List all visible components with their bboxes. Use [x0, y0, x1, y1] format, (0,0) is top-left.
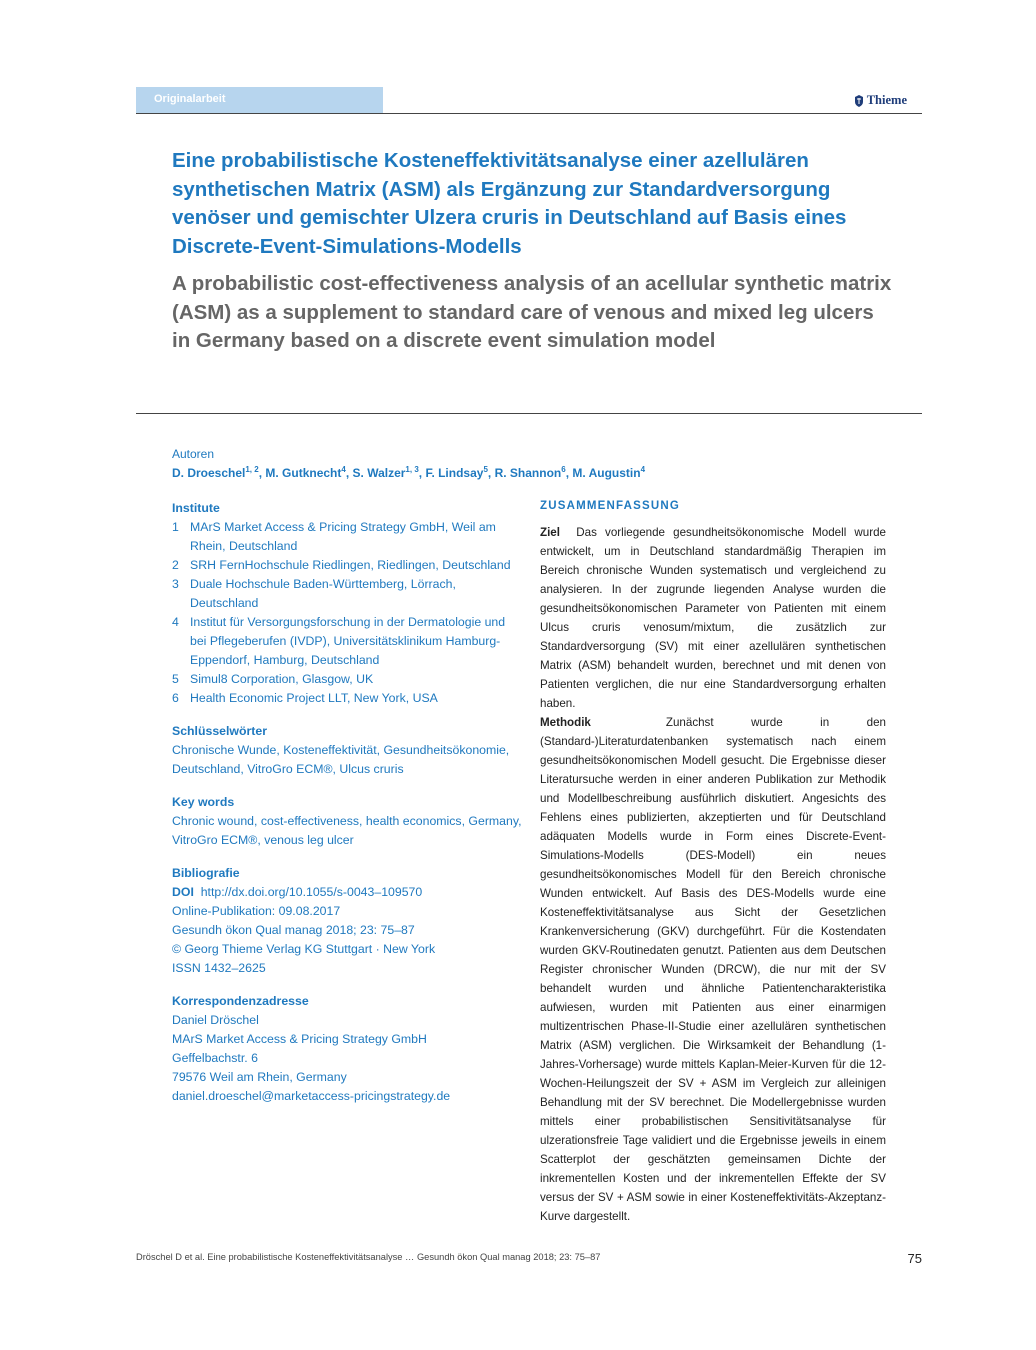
correspondence-name: Daniel Dröschel: [172, 1013, 259, 1027]
abstract-body: [540, 523, 886, 1226]
author: [172, 466, 259, 480]
author-affiliation: 1, 2: [245, 465, 259, 474]
institute-item: [172, 670, 522, 689]
title-german: Eine probabilistische Kosteneffektivitätsanalyse einer azellulären synthetischen Matrix (ASM) als Ergänzung zur Standardversorgung venöser und gemischter Ulzera cruris in Deutschland auf Basis eines Discrete-Event-Simulations-Modells: [172, 149, 847, 258]
thieme-emblem-icon: [854, 95, 864, 107]
author-name: M. Augustin: [572, 466, 641, 480]
author: [425, 466, 487, 480]
keywords-de-section: [172, 722, 522, 779]
institute-text: SRH FernHochschule Riedlingen, Riedlingen, Deutschland: [190, 558, 511, 572]
aim-text: Das vorliegende gesundheitsökonomische Modell wurde entwickelt, um in Deutschland standardmäßig Therapien im Bereich chronische Wunden systematisch und vergleichend zu analysieren. In der zugrunde liegenden Analyse wurden die gesundheitsökonomischen Parameter von Patienten mit einem Ulcus cruris venosum/mixtum, die zusätzlich zur Standardversorgung (SV) mit einer azellulären synthetischen Matrix (ASM) behandelt wurden, berechnet und mit denen von Patienten verglichen, die nur eine Standardversorgung erhalten haben.: [540, 526, 886, 710]
keywords-de-text: Chronische Wunde, Kosteneffektivität, Gesundheitsökonomie, Deutschland, VitroGro ECM®, Ulcus cruris: [172, 743, 510, 776]
institute-number: 4: [172, 615, 179, 629]
institute-text: Duale Hochschule Baden-Württemberg, Lörrach, Deutschland: [190, 577, 456, 610]
institute-item: [172, 575, 522, 613]
article-info-column: [172, 499, 522, 1120]
section-tag-label: Originalarbeit: [154, 93, 226, 105]
institute-text: Health Economic Project LLT, New York, USA: [190, 691, 438, 705]
correspondence-city: 79576 Weil am Rhein, Germany: [172, 1070, 347, 1084]
correspondence-section: [172, 992, 522, 1106]
institute-item: [172, 689, 522, 708]
abstract-heading: ZUSAMMENFASSUNG: [540, 500, 681, 512]
author-affiliation: 4: [640, 465, 646, 474]
doi-link[interactable]: http://dx.doi.org/10.1055/s-0043–109570: [200, 885, 423, 899]
online-publication: Online-Publikation: 09.08.2017: [172, 904, 341, 918]
header-divider: [136, 113, 922, 114]
author-name: S. Walzer: [352, 466, 406, 480]
institute-item: [172, 613, 522, 670]
copyright: © Georg Thieme Verlag KG Stuttgart · New York: [172, 942, 436, 956]
author-affiliation: 4: [341, 465, 346, 474]
authors-label: Autoren: [172, 447, 215, 461]
keywords-en-text: Chronic wound, cost-effectiveness, health economics, Germany, VitroGro ECM®, venous leg ulcer: [172, 814, 522, 847]
author: [265, 466, 345, 480]
institute-number: 6: [172, 691, 179, 705]
title-divider: [136, 413, 922, 414]
aim-label: Ziel: [540, 526, 560, 539]
correspondence-label: Korrespondenzadresse: [172, 994, 309, 1008]
section-tag: [136, 87, 383, 114]
keywords-en-label: Key words: [172, 795, 235, 809]
institute-item: [172, 556, 522, 575]
issn: ISSN 1432–2625: [172, 961, 266, 975]
author-name: D. Droeschel: [172, 466, 246, 480]
keywords-de-label: Schlüsselwörter: [172, 724, 267, 738]
page-number: 75: [907, 1251, 922, 1266]
publisher-name: Thieme: [866, 93, 907, 107]
footer-citation: Dröschel D et al. Eine probabilistische Kosteneffektivitätsanalyse … Gesundh ökon Qual manag 2018; 23: 75–87: [136, 1252, 601, 1262]
correspondence-company: MArS Market Access & Pricing Strategy GmbH: [172, 1032, 427, 1046]
author-list: D. Droeschel$^{1, 2}$, M. Gutknecht$^4$, S. Walzer$^{1, 3}$, F. Lindsay$^5$, R. Shannon$^6$, M. Augustin$^4$: [172, 465, 646, 480]
author-affiliation: 6: [561, 465, 566, 474]
doi-line: [172, 883, 522, 902]
publisher-logo: [854, 93, 907, 108]
institute-text: Institut für Versorgungsforschung in der Dermatologie und bei Pflegeberufen (IVDP), Universitätsklinikum Hamburg-Eppendorf, Hamburg, Deutschland: [190, 615, 506, 667]
author-name: F. Lindsay: [425, 466, 484, 480]
doi-label: DOI: [172, 885, 194, 899]
keywords-en-section: [172, 793, 522, 850]
author: [353, 466, 419, 480]
title-english: A probabilistic cost-effectiveness analysis of an acellular synthetic matrix (ASM) as a supplement to standard care of venous and mixed leg ulcers in Germany based on a discrete event simulation model: [172, 272, 892, 352]
institutes-list: [172, 518, 522, 708]
institute-number: 1: [172, 520, 179, 534]
institute-number: 2: [172, 558, 179, 572]
correspondence-street: Geffelbachstr. 6: [172, 1051, 258, 1065]
institute-number: 3: [172, 577, 179, 591]
author: [572, 466, 645, 480]
institute-text: Simul8 Corporation, Glasgow, UK: [190, 672, 374, 686]
bibliography-label: Bibliografie: [172, 866, 240, 880]
correspondence-email[interactable]: daniel.droeschel@marketaccess-pricingstrategy.de: [172, 1089, 451, 1103]
institutes-section: [172, 499, 522, 708]
methods-text: Zunächst wurde in den (Standard-)Literaturdatenbanken systematisch nach einem gesundheitsökonomischen Modell gesucht. Die Ergebnisse dieser Literatursuche werden in einer anderen Publikation zur Methodik und Modellbeschreibung ausführlich diskutiert. Angesichts des Fehlens eines publizierten, akzeptierten und für Deutschland adäquaten Modells wurde in Form eines Discrete-Event-Simulations-Modells (DES-Modell) ein neues gesundheitsökonomisches Modell für den Bereich chronische Wunden entwickelt. Auf Basis des DES-Modells wurde eine Kosteneffektivitätsanalyse aus Sicht der Gesetzlichen Krankenversicherung (GKV) durchgeführt. Für die Kostendaten wurden GKV-Routinedaten genutzt. Patienten aus dem Deutschen Register chronischer Wunden (DRCW), die nur mit der SV behandelt wurden und ähnliche Patientencharakteristika aufwiesen, wurden mit Patienten aus einer einarmigen multizentrischen Phase-II-Studie einer azellulären synthetischen Matrix (ASM) verglichen. Die Wirksamkeit der Behandlung (1-Jahres-Vorhersage) wurde mittels Kaplan-Meier-Kurven für die 12-Wochen-Heilungszeit der SV + ASM im Vergleich zur alleinigen Behandlung mit der SV berechnet. Die Modellergebnisse wurden mittels einer probabilistischen Sensitivitätsanalyse für ulzerationsfreie Tage validiert und die Ergebnisse jeweils in einem Scatterplot der geschätzten gemeinsamen Dichte der inkrementellen Kosten und der inkrementellen Effekte der SV versus der SV + ASM sowie in einer Kosteneffektivitäts-Akzeptanz-Kurve dargestellt.: [540, 716, 887, 1223]
journal-citation: Gesundh ökon Qual manag 2018; 23: 75–87: [172, 923, 415, 937]
author-affiliation: 5: [483, 465, 488, 474]
institute-number: 5: [172, 672, 179, 686]
author: [495, 466, 566, 480]
methods-label: Methodik: [540, 716, 591, 729]
author-name: M. Gutknecht: [265, 466, 342, 480]
author-name: R. Shannon: [494, 466, 562, 480]
author-affiliation: 1, 3: [405, 465, 419, 474]
abstract-column: [540, 497, 886, 1226]
bibliography-section: [172, 864, 522, 978]
institutes-label: Institute: [172, 501, 220, 515]
institute-text: MArS Market Access & Pricing Strategy GmbH, Weil am Rhein, Deutschland: [190, 520, 496, 553]
institute-item: [172, 518, 522, 556]
